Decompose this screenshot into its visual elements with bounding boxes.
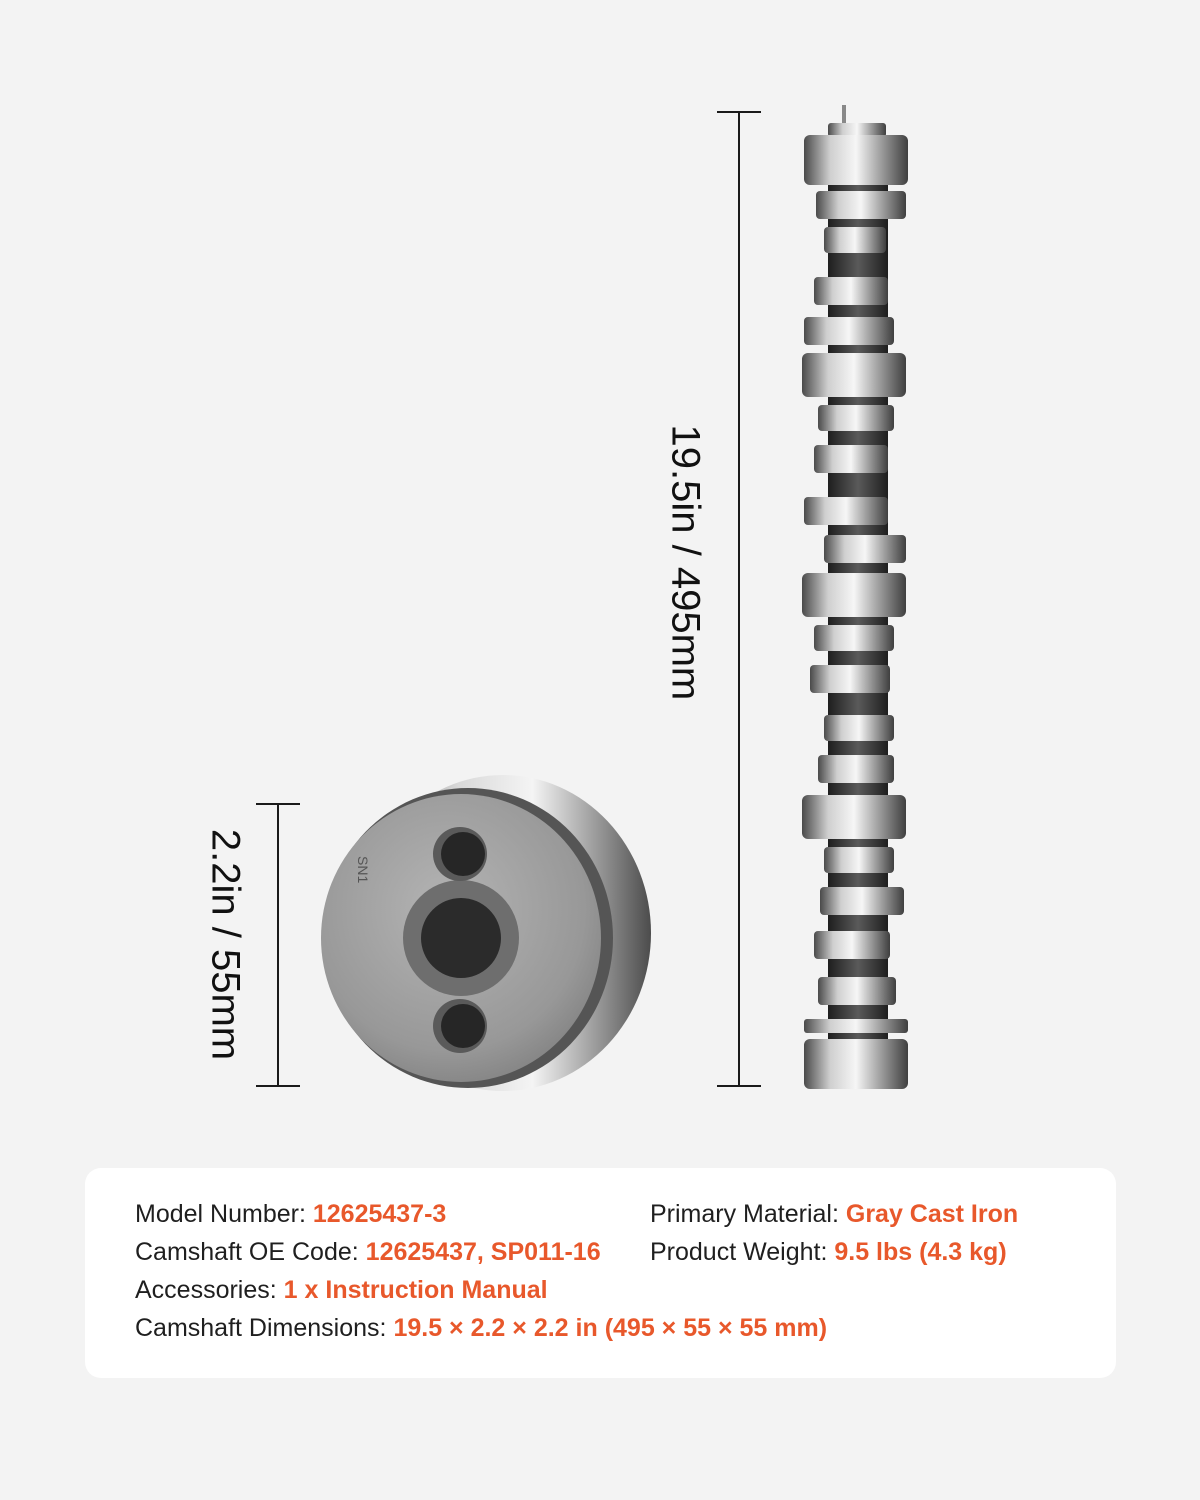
diameter-dimension-line <box>277 804 279 1086</box>
diameter-dimension-label: 2.2in / 55mm <box>203 828 248 1061</box>
spec-value: 12625437-3 <box>312 1200 447 1228</box>
spec-dimensions <box>135 1314 827 1343</box>
length-dimension-label: 19.5in / 495mm <box>663 424 708 701</box>
spec-label: Accessories: <box>135 1276 277 1304</box>
spec-card <box>85 1168 1116 1378</box>
length-dimension-bottom-tick <box>717 1085 761 1087</box>
diameter-dimension-bottom-tick <box>256 1085 300 1087</box>
length-dimension-line <box>738 112 740 1086</box>
spec-material <box>650 1200 1018 1229</box>
spec-value: Gray Cast Iron <box>845 1200 1019 1228</box>
spec-label: Product Weight: <box>650 1238 828 1266</box>
part-stamp: SN1 <box>355 856 371 884</box>
camshaft-side-view-image <box>798 105 916 1095</box>
camshaft-end-view-image <box>318 770 658 1100</box>
spec-label: Camshaft Dimensions: <box>135 1314 387 1342</box>
spec-label: Primary Material: <box>650 1200 839 1228</box>
spec-accessories <box>135 1276 548 1305</box>
spec-label: Camshaft OE Code: <box>135 1238 359 1266</box>
spec-value: 19.5 × 2.2 × 2.2 in (495 × 55 × 55 mm) <box>393 1314 828 1342</box>
spec-oe-code <box>135 1238 601 1267</box>
spec-value: 12625437, SP011-16 <box>365 1238 601 1266</box>
spec-model-number <box>135 1200 446 1229</box>
spec-label: Model Number: <box>135 1200 306 1228</box>
spec-weight <box>650 1238 1007 1267</box>
spec-value: 1 x Instruction Manual <box>283 1276 548 1304</box>
spec-value: 9.5 lbs (4.3 kg) <box>834 1238 1007 1266</box>
